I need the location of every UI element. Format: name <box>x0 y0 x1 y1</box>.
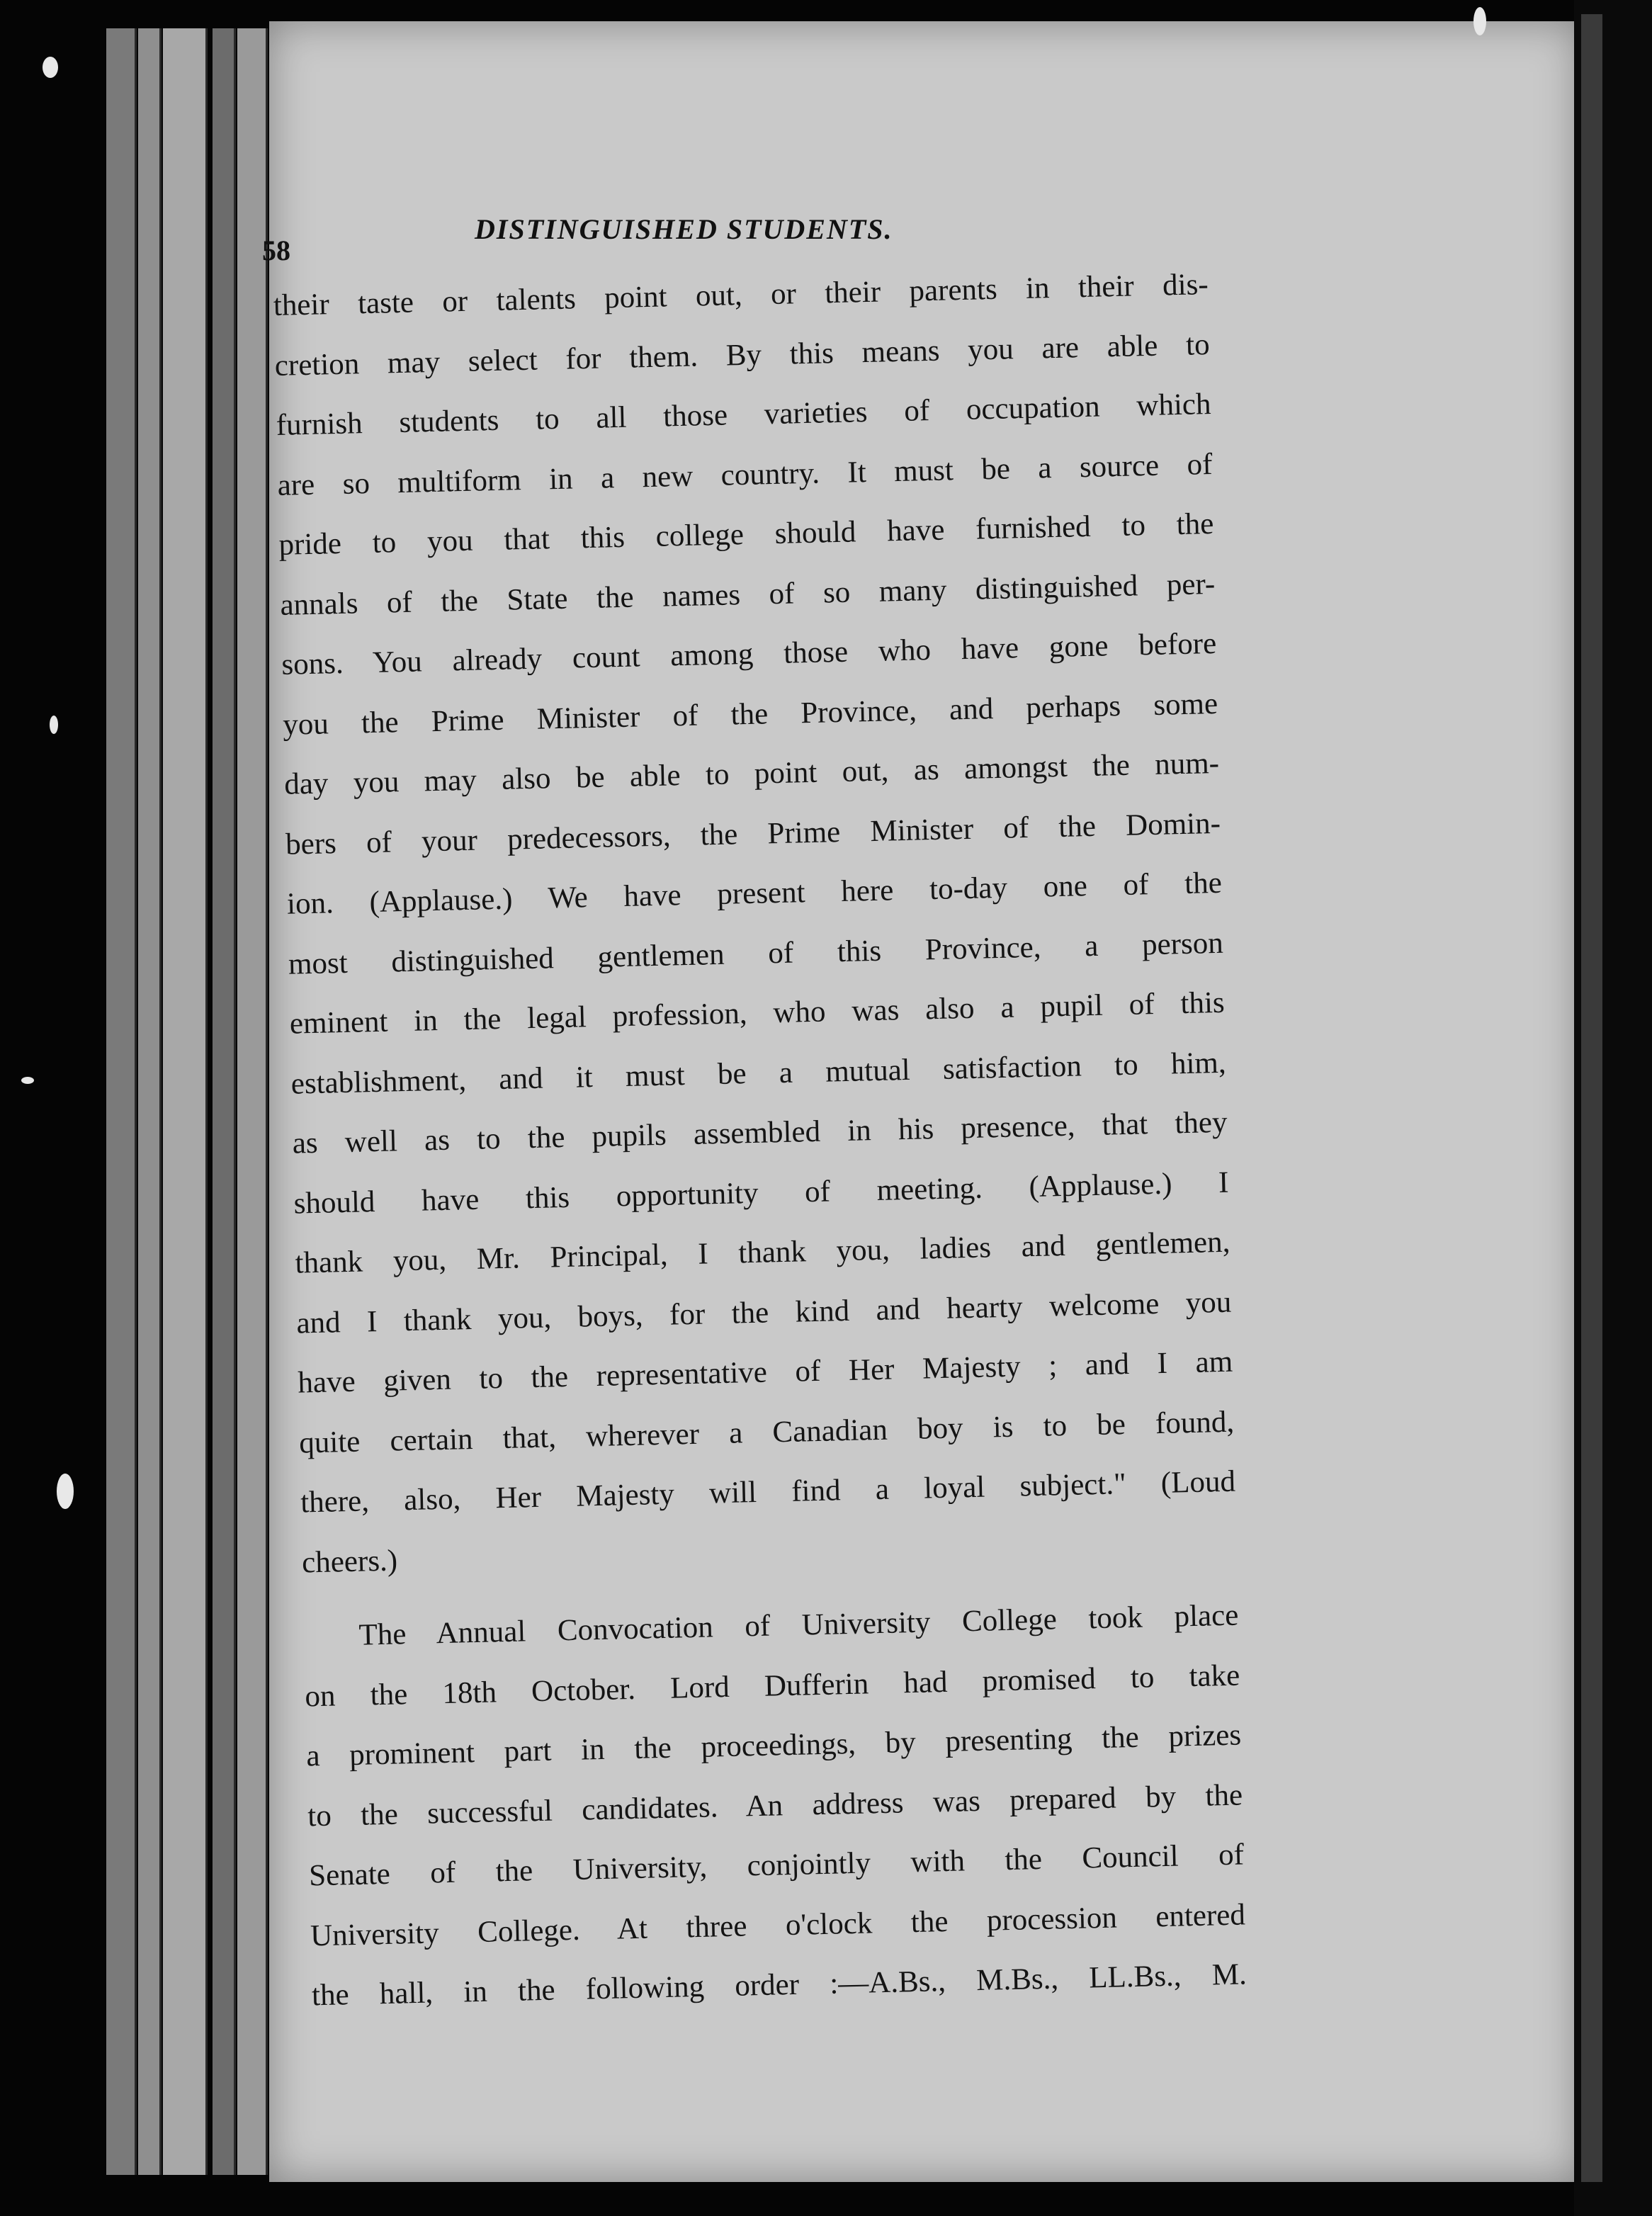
text-line: The Annual Convocation of University College took place <box>358 1598 1239 1652</box>
text-line: day you may also be able to point out, as amongst the num- <box>283 746 1220 801</box>
scan-speck <box>1473 7 1486 35</box>
text-line: bers of your predecessors, the Prime Minister of the Domin- <box>285 806 1221 861</box>
text-line: the hall, in the following order :—A.Bs., M.Bs., LL.Bs., M. <box>311 1957 1248 2013</box>
page-edge <box>237 28 268 2175</box>
text-line: ion. (Applause.) We have present here to-day one of the <box>286 866 1223 921</box>
text-line: to the successful candidates. An address was prepared by the <box>307 1777 1243 1833</box>
text-line: annals of the State the names of so many distinguished per- <box>279 567 1216 622</box>
text-line: you the Prime Minister of the Province, and perhaps some <box>282 686 1218 742</box>
text-line: eminent in the legal profession, who was also a pupil of this <box>289 985 1226 1041</box>
text-line: furnish students to all those varieties of occupation which <box>276 388 1211 442</box>
book-binding <box>1574 0 1652 2216</box>
body-text <box>273 255 1248 2026</box>
text-line: there, also, Her Majesty will find a loyal subject." (Loud <box>300 1464 1236 1520</box>
text-line: pride to you that this college should have furnished to the <box>278 507 1214 562</box>
text-line: establishment, and it must be a mutual satisfaction to him, <box>290 1046 1227 1101</box>
text-line: cretion may select for them. By this means you are able to <box>274 327 1211 383</box>
text-line: quite certain that, wherever a Canadian boy is to be found, <box>298 1405 1235 1460</box>
text-line: are so multiform in a new country. It must be a source of <box>277 447 1213 502</box>
scan-speck <box>50 716 58 734</box>
text-line: cheers.) <box>301 1543 398 1580</box>
page-number: 58 <box>262 234 290 266</box>
text-line: most distinguished gentlemen of this Province, a person <box>288 926 1224 981</box>
scan-speck <box>57 1474 74 1509</box>
page-edge <box>106 28 137 2175</box>
text-line: have given to the representative of Her Majesty ; and I am <box>297 1345 1233 1400</box>
running-head: DISTINGUISHED STUDENTS. <box>475 213 893 245</box>
text-line: their taste or talents point out, or their parents in their dis- <box>273 268 1209 322</box>
page-edges <box>106 28 290 2175</box>
text-line: should have this opportunity of meeting. (Applause.) I <box>293 1165 1229 1221</box>
page-edge <box>138 28 162 2175</box>
binding-edge <box>1581 14 1602 2182</box>
text-line: and I thank you, boys, for the kind and hearty welcome you <box>295 1285 1232 1340</box>
text-line: on the 18th October. Lord Dufferin had promised to take <box>304 1658 1240 1713</box>
page-edge <box>213 28 236 2175</box>
text-line: a prominent part in the proceedings, by presenting the prizes <box>305 1718 1242 1773</box>
text-line: thank you, Mr. Principal, I thank you, ladies and gentlemen, <box>295 1225 1230 1280</box>
text-line: University College. At three o'clock the procession entered <box>310 1897 1246 1952</box>
text-line: sons. You already count among those who have gone before <box>281 626 1217 682</box>
scan-speck <box>21 1077 34 1084</box>
page-edge <box>163 28 208 2175</box>
paragraph <box>303 1586 1248 2026</box>
paragraph <box>273 255 1238 1593</box>
text-line: as well as to the pupils assembled in his presence, that they <box>292 1105 1228 1160</box>
text-line: Senate of the University, conjointly with the Council of <box>308 1838 1245 1893</box>
scan-speck <box>43 57 58 78</box>
